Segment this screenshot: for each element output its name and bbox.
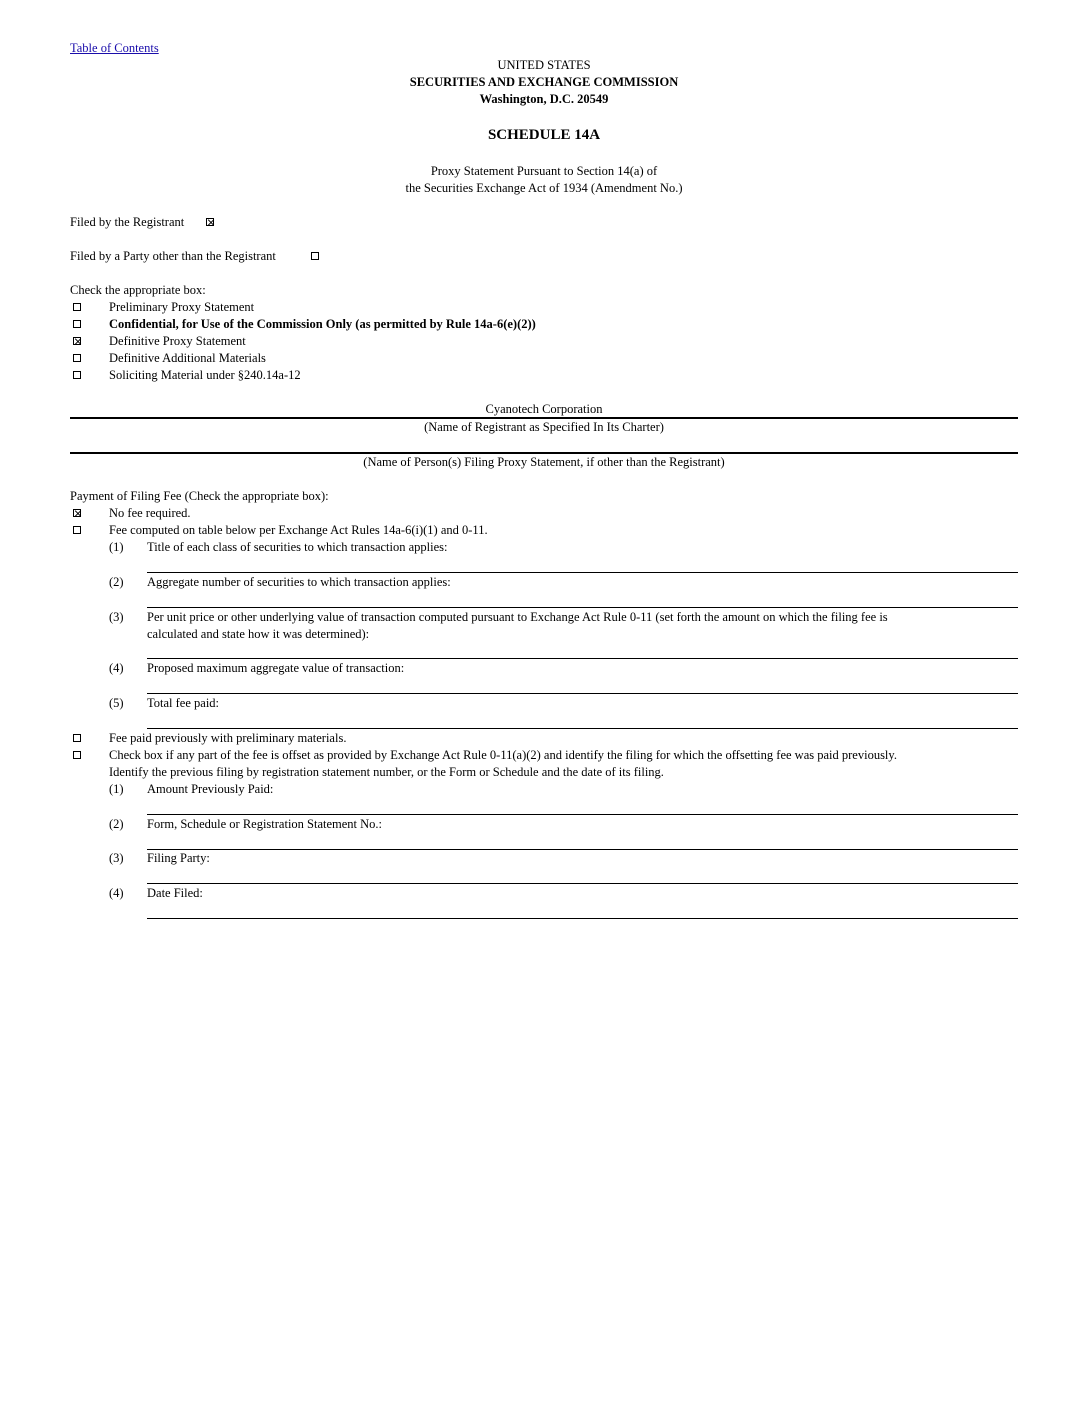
fee-paid-previously-label: Fee paid previously with preliminary materials. bbox=[109, 731, 347, 745]
schedule-title: SCHEDULE 14A bbox=[487, 127, 601, 143]
fee-item-5-number: (5) bbox=[109, 696, 124, 710]
offset-item-2-entry-line[interactable] bbox=[147, 849, 1018, 850]
offset-item-3-number: (3) bbox=[109, 851, 124, 865]
offset-item-3-entry-line[interactable] bbox=[147, 883, 1018, 884]
check-box-heading: Check the appropriate box: bbox=[70, 283, 206, 297]
fee-item-1-entry-line[interactable] bbox=[147, 572, 1018, 573]
fee-offset-checkbox[interactable] bbox=[73, 751, 81, 759]
subtitle-line-1: Proxy Statement Pursuant to Section 14(a) of bbox=[430, 164, 658, 178]
fee-item-2-entry-line[interactable] bbox=[147, 607, 1018, 608]
fee-item-4-entry-line[interactable] bbox=[147, 693, 1018, 694]
confidential-label: Confidential, for Use of the Commission Only (as permitted by Rule 14a-6(e)(2)) bbox=[109, 317, 536, 331]
preliminary-proxy-label: Preliminary Proxy Statement bbox=[109, 300, 255, 314]
offset-item-2-number: (2) bbox=[109, 817, 124, 831]
filed-by-registrant-label: Filed by the Registrant bbox=[70, 215, 185, 229]
filed-by-other-checkbox[interactable] bbox=[311, 252, 319, 260]
offset-item-1-label: Amount Previously Paid: bbox=[147, 782, 274, 796]
fee-paid-previously-checkbox[interactable] bbox=[73, 734, 81, 742]
registrant-name-caption: (Name of Registrant as Specified In Its Charter) bbox=[424, 420, 664, 434]
fee-item-1-number: (1) bbox=[109, 540, 124, 554]
subtitle-line-2: the Securities Exchange Act of 1934 (Amendment No.) bbox=[405, 181, 683, 195]
fee-item-4-label: Proposed maximum aggregate value of transaction: bbox=[147, 661, 405, 675]
fee-item-5-entry-line[interactable] bbox=[147, 728, 1018, 729]
preliminary-proxy-checkbox[interactable] bbox=[73, 303, 81, 311]
definitive-additional-label: Definitive Additional Materials bbox=[109, 351, 266, 365]
offset-item-3-label: Filing Party: bbox=[147, 851, 210, 865]
fee-item-1-label: Title of each class of securities to which transaction applies: bbox=[147, 540, 448, 554]
fee-item-2-number: (2) bbox=[109, 575, 124, 589]
offset-item-2-label: Form, Schedule or Registration Statement No.: bbox=[147, 817, 383, 831]
soliciting-material-label: Soliciting Material under §240.14a-12 bbox=[109, 368, 301, 382]
filed-by-registrant-checkbox[interactable] bbox=[206, 218, 214, 226]
fee-computed-checkbox[interactable] bbox=[73, 526, 81, 534]
fee-offset-label-line-2: Identify the previous filing by registration statement number, or the Form or Schedule and the date of its filing. bbox=[109, 765, 664, 779]
fee-item-3-entry-line[interactable] bbox=[147, 658, 1018, 659]
fee-offset-label-line-1: Check box if any part of the fee is offset as provided by Exchange Act Rule 0-11(a)(2) and identify the filing for which the offsetting fee was paid previously. bbox=[109, 748, 897, 762]
offset-item-1-number: (1) bbox=[109, 782, 124, 796]
definitive-proxy-checkbox[interactable] bbox=[73, 337, 81, 345]
fee-item-3-number: (3) bbox=[109, 610, 124, 624]
registrant-name: Cyanotech Corporation bbox=[485, 402, 603, 416]
header-united-states: UNITED STATES bbox=[497, 58, 591, 72]
soliciting-material-checkbox[interactable] bbox=[73, 371, 81, 379]
fee-item-3-label-continued: calculated and state how it was determined): bbox=[147, 627, 370, 641]
table-of-contents-link[interactable]: Table of Contents bbox=[70, 41, 159, 55]
offset-item-4-number: (4) bbox=[109, 886, 124, 900]
offset-item-4-entry-line[interactable] bbox=[147, 918, 1018, 919]
confidential-checkbox[interactable] bbox=[73, 320, 81, 328]
header-address: Washington, D.C. 20549 bbox=[479, 92, 609, 106]
fee-item-2-label: Aggregate number of securities to which transaction applies: bbox=[147, 575, 451, 589]
definitive-proxy-label: Definitive Proxy Statement bbox=[109, 334, 246, 348]
fee-item-5-label: Total fee paid: bbox=[147, 696, 220, 710]
offset-item-1-entry-line[interactable] bbox=[147, 814, 1018, 815]
definitive-additional-checkbox[interactable] bbox=[73, 354, 81, 362]
header-sec: SECURITIES AND EXCHANGE COMMISSION bbox=[409, 75, 679, 89]
filing-person-caption: (Name of Person(s) Filing Proxy Statement, if other than the Registrant) bbox=[363, 455, 725, 469]
offset-item-4-label: Date Filed: bbox=[147, 886, 203, 900]
fee-computed-label: Fee computed on table below per Exchange Act Rules 14a-6(i)(1) and 0-11. bbox=[109, 523, 488, 537]
payment-heading: Payment of Filing Fee (Check the appropriate box): bbox=[70, 489, 329, 503]
fee-item-4-number: (4) bbox=[109, 661, 124, 675]
no-fee-label: No fee required. bbox=[109, 506, 191, 520]
fee-item-3-label: Per unit price or other underlying value of transaction computed pursuant to Exchange Act Rule 0-11 (set forth the amount on which the filing fee is bbox=[147, 610, 888, 624]
filed-by-other-label: Filed by a Party other than the Registrant bbox=[70, 249, 276, 263]
no-fee-checkbox[interactable] bbox=[73, 509, 81, 517]
